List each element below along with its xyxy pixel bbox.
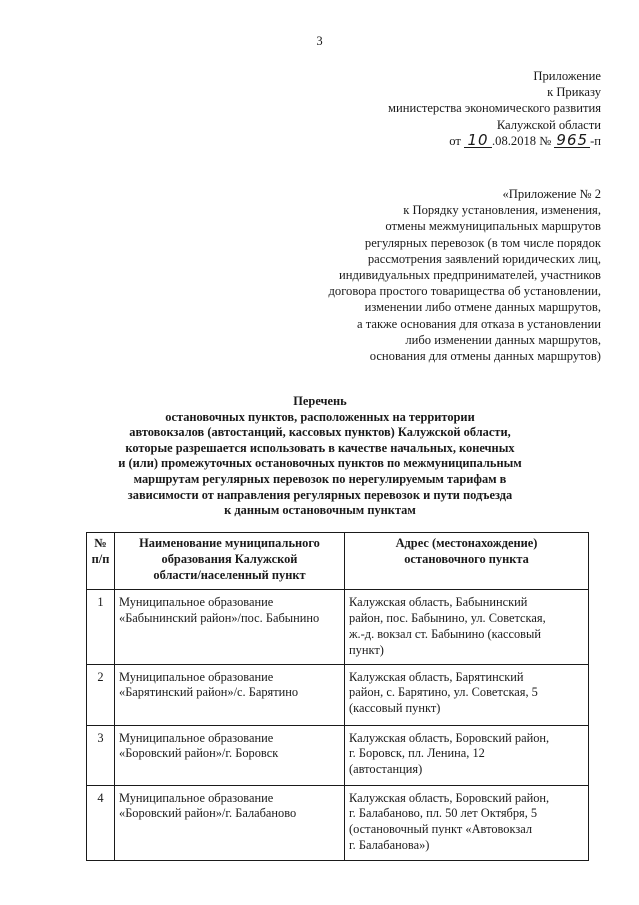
row-address — [345, 785, 589, 860]
header-address — [345, 533, 589, 590]
title-line: зависимости от направления регулярных перевозок и пути подъезда — [127, 487, 513, 502]
appendix-line: Калужской области — [496, 117, 601, 132]
title-line: которые разрешается использовать в качестве начальных, конечных — [125, 440, 515, 455]
header-text: остановочного пункта — [404, 551, 529, 566]
appendix2-line: основания для отмены данных маршрутов) — [369, 349, 601, 364]
cell-line: пункт) — [349, 642, 384, 657]
appendix2-line: изменении либо отмене данных маршрутов, — [364, 300, 601, 315]
title-line: Перечень — [293, 394, 347, 408]
appendix2-line: «Приложение № 2 — [502, 187, 601, 201]
cell-line: г. Боровск, пл. Ленина, 12 — [349, 746, 485, 761]
page-number: 3 — [316, 34, 323, 48]
appendix-line: к Приказу — [547, 85, 601, 100]
header-number — [87, 533, 115, 590]
appendix2-line: регулярных перевозок (в том числе порядок — [364, 235, 601, 250]
cell-line: Муниципальное образование — [119, 790, 274, 805]
title-line: маршрутам регулярных перевозок по нерегулируемым тарифам в — [133, 471, 507, 486]
appendix2-line: отмены межмуниципальных маршрутов — [385, 219, 601, 234]
appendix2-line: либо изменении данных маршрутов, — [405, 332, 601, 347]
cell-line: «Барятинский район»/с. Барятино — [119, 685, 299, 700]
table-header-row — [87, 533, 589, 590]
order-date-number — [388, 130, 601, 149]
cell-line: «Боровский район»/г. Боровск — [119, 746, 279, 761]
header-municipality — [115, 533, 345, 590]
order-number-handwritten: 965 — [556, 130, 589, 149]
cell-line: Калужская область, Боровский район, — [349, 730, 550, 745]
appendix2-line: а также основания для отказа в установлении — [356, 316, 601, 331]
cell-line: Калужская область, Бабынинский — [349, 595, 528, 610]
cell-line: «Боровский район»/г. Балабаново — [119, 806, 297, 821]
table-row — [87, 590, 589, 664]
cell-line: ж.-д. вокзал ст. Бабынино (кассовый — [349, 626, 541, 641]
row-number: 3 — [87, 725, 115, 785]
order-middle: .08.2018 № — [492, 133, 552, 148]
cell-line: Калужская область, Барятинский — [349, 669, 524, 684]
table-row — [87, 725, 589, 785]
document-title — [40, 394, 600, 519]
cell-line: Муниципальное образование — [119, 669, 274, 684]
row-address — [345, 725, 589, 785]
cell-line: (автостанция) — [349, 762, 423, 777]
table-row — [87, 664, 589, 725]
cell-line: Муниципальное образование — [119, 730, 274, 745]
row-municipality — [115, 725, 345, 785]
appendix2-header — [328, 186, 601, 364]
header-text: области/населенный пункт — [153, 567, 306, 582]
appendix2-line: к Порядку установления, изменения, — [403, 203, 601, 218]
title-line: остановочных пунктов, расположенных на территории — [165, 409, 475, 424]
cell-line: (кассовый пункт) — [349, 701, 441, 716]
header-text: Адрес (местонахождение) — [395, 536, 538, 550]
order-prefix: от — [449, 133, 461, 148]
row-number: 4 — [87, 785, 115, 860]
row-number: 2 — [87, 664, 115, 725]
cell-line: Калужская область, Боровский район, — [349, 790, 550, 805]
table-row — [87, 785, 589, 860]
title-line: к данным остановочным пунктам — [224, 503, 416, 518]
row-municipality — [115, 664, 345, 725]
row-address — [345, 590, 589, 664]
order-day-handwritten: 10 — [464, 133, 492, 148]
title-line: и (или) промежуточных остановочных пунктов по межмуниципальным — [118, 456, 522, 471]
cell-line: район, пос. Бабынино, ул. Советская, — [349, 611, 546, 626]
row-address — [345, 664, 589, 725]
header-text: образования Калужской — [161, 551, 298, 566]
header-text: п/п — [91, 551, 110, 566]
order-suffix: -п — [590, 133, 601, 148]
appendix-line: Приложение — [533, 69, 601, 83]
appendix2-line: рассмотрения заявлений юридических лиц, — [367, 251, 601, 266]
cell-line: (остановочный пункт «Автовокзал — [349, 822, 533, 837]
cell-line: «Бабынинский район»/пос. Бабынино — [119, 611, 320, 626]
cell-line: г. Балабанова») — [349, 837, 430, 852]
header-text: Наименование муниципального — [139, 536, 320, 550]
title-line: автовокзалов (автостанций, кассовых пунктов) Калужской области, — [129, 425, 511, 440]
header-text: № — [94, 536, 107, 550]
cell-line: Муниципальное образование — [119, 595, 274, 610]
appendix-line: министерства экономического развития — [388, 101, 601, 116]
stops-table — [86, 532, 589, 861]
appendix-header — [388, 68, 601, 149]
cell-line: г. Балабаново, пл. 50 лет Октября, 5 — [349, 806, 538, 821]
row-municipality — [115, 590, 345, 664]
row-number: 1 — [87, 590, 115, 664]
row-municipality — [115, 785, 345, 860]
cell-line: район, с. Барятино, ул. Советская, 5 — [349, 685, 538, 700]
appendix2-line: договора простого товарищества об установлении, — [328, 284, 601, 299]
appendix2-line: индивидуальных предпринимателей, участников — [338, 268, 601, 283]
